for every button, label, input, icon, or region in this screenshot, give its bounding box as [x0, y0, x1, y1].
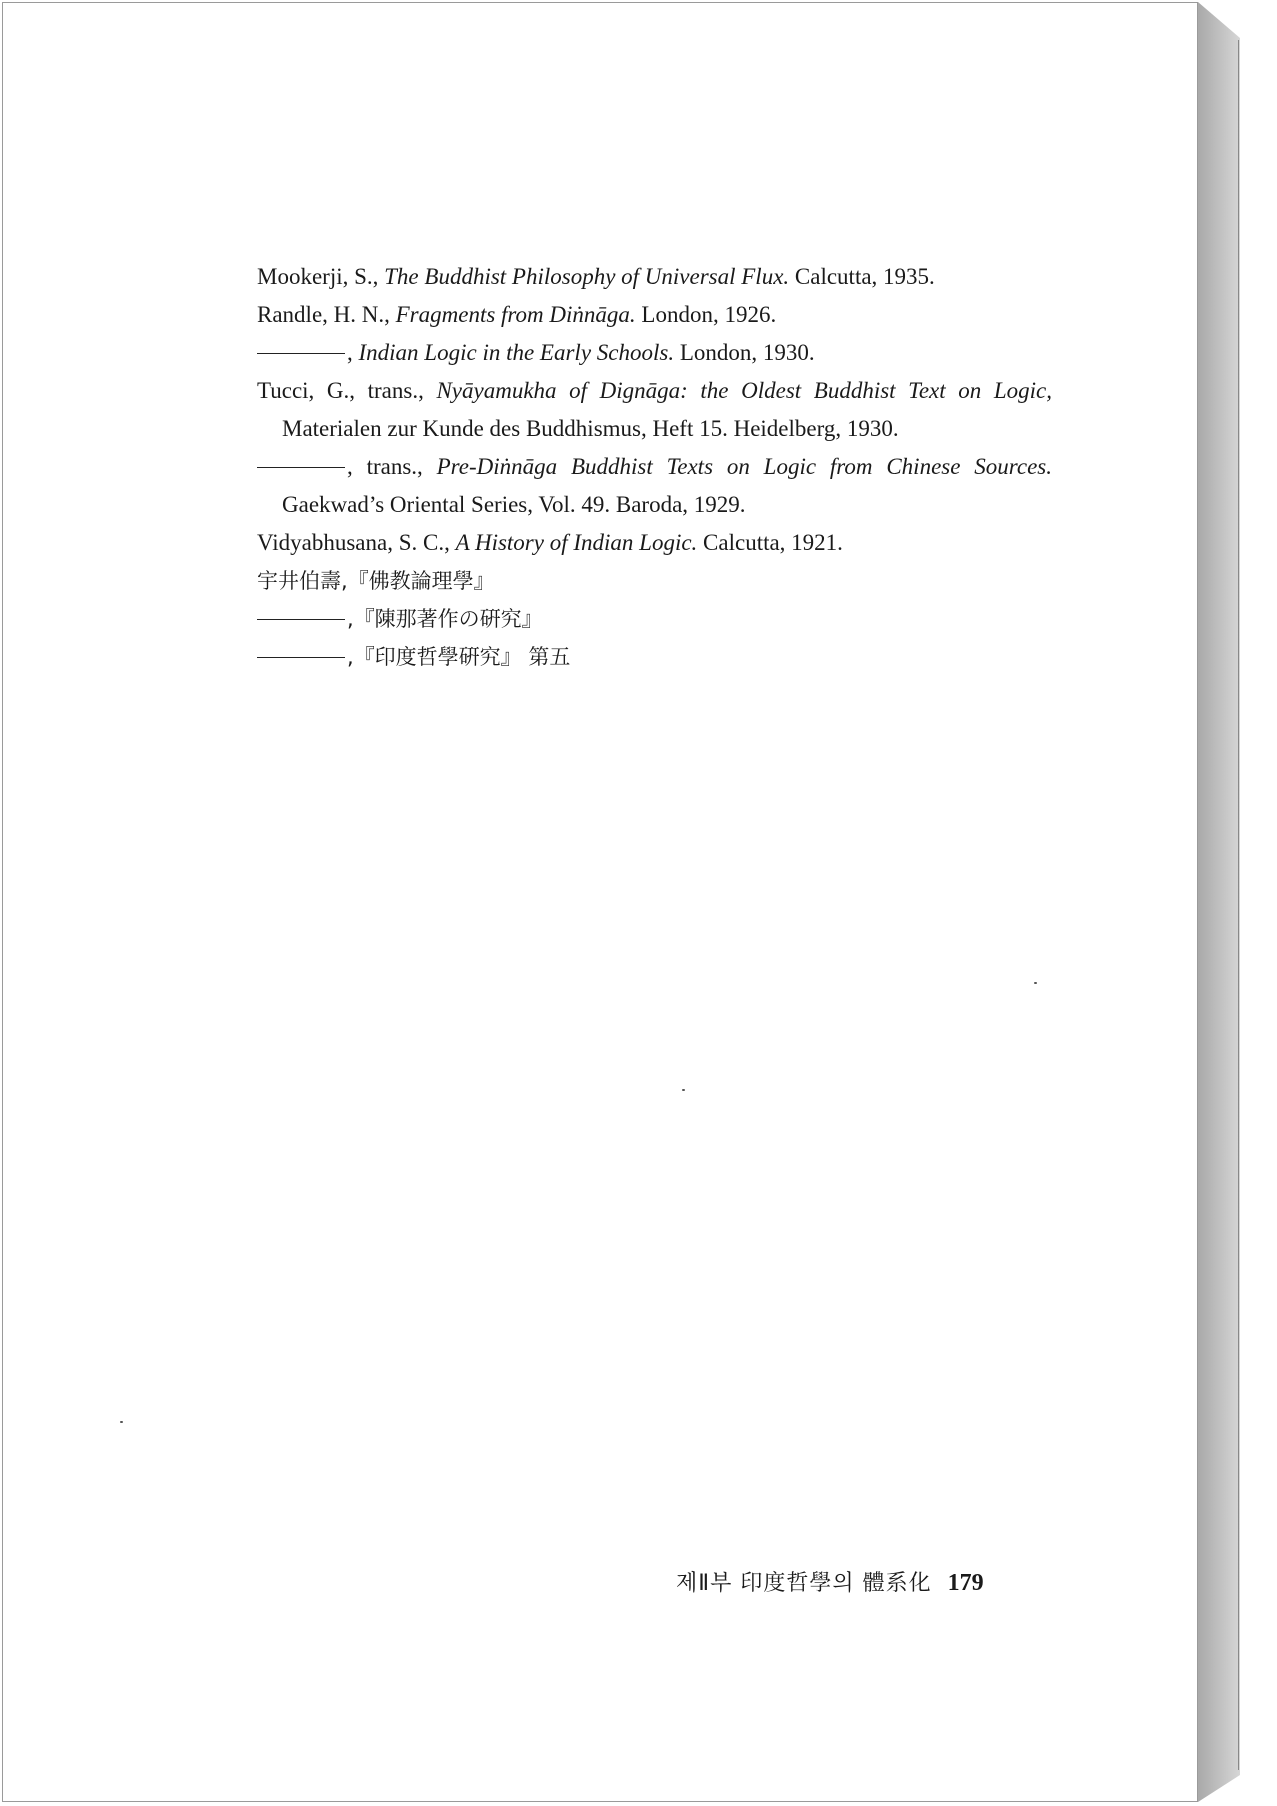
reference-author: , [347, 607, 354, 631]
reference-author: , [347, 645, 354, 669]
reference-title: Indian Logic in the Early Schools. [358, 340, 675, 365]
bibliography [257, 258, 1052, 676]
footer-section-title: 제Ⅱ부 印度哲學의 體系化 [676, 1571, 932, 1596]
page-edge-line [1238, 40, 1239, 1770]
scan-speck [120, 1421, 123, 1423]
reference-title: A History of Indian Logic. [455, 530, 698, 555]
reference-author: , trans., [347, 454, 437, 479]
ditto-dash [257, 619, 345, 620]
page-number: 179 [947, 1570, 984, 1596]
reference-entry [257, 448, 1052, 524]
reference-details: Calcutta, 1921. [697, 530, 843, 555]
reference-entry [257, 296, 1052, 334]
reference-author: Vidyabhusana, S. C., [257, 530, 456, 555]
scan-speck [682, 1089, 685, 1091]
reference-details: Calcutta, 1935. [789, 264, 935, 289]
reference-author: Mookerji, S., [257, 264, 385, 289]
reference-author: Randle, H. N., [257, 302, 396, 327]
reference-details: London, 1930. [674, 340, 815, 365]
reference-author: Tucci, G., trans., [257, 378, 437, 403]
reference-entry [257, 562, 1052, 600]
ditto-dash [257, 467, 345, 468]
reference-entry [257, 334, 1052, 372]
running-footer [676, 1566, 984, 1597]
page-edge-shadow [1198, 2, 1240, 1802]
reference-details: 第五 [521, 645, 571, 669]
reference-title: 『佛教論理學』 [347, 569, 495, 593]
reference-title: The Buddhist Philosophy of Universal Flux. [384, 264, 790, 289]
reference-title: 『陳那著作の硏究』 [353, 607, 543, 631]
reference-details: Materialen zur Kunde des Buddhismus, Heft 15. Heidelberg, 1930. [282, 416, 899, 441]
reference-author: 宇井伯壽, [257, 569, 348, 593]
ditto-dash [257, 353, 345, 354]
reference-entry [257, 258, 1052, 296]
reference-title: Fragments from Diṅnāga. [395, 302, 636, 327]
reference-entry [257, 638, 1052, 676]
reference-details: Gaekwad’s Oriental Series, Vol. 49. Baroda, 1929. [282, 492, 746, 517]
reference-details: London, 1926. [635, 302, 777, 327]
reference-title: 『印度哲學硏究』 [353, 645, 522, 669]
reference-title: Pre-Diṅnāga Buddhist Texts on Logic from Chinese Sources. [436, 454, 1052, 479]
reference-entry [257, 600, 1052, 638]
scan-speck [1034, 982, 1037, 984]
ditto-dash [257, 657, 345, 658]
reference-title: Nyāyamukha of Dignāga: the Oldest Buddhist Text on Logic, [436, 378, 1052, 403]
reference-entry [257, 524, 1052, 562]
reference-entry [257, 372, 1052, 448]
reference-author: , [347, 340, 359, 365]
